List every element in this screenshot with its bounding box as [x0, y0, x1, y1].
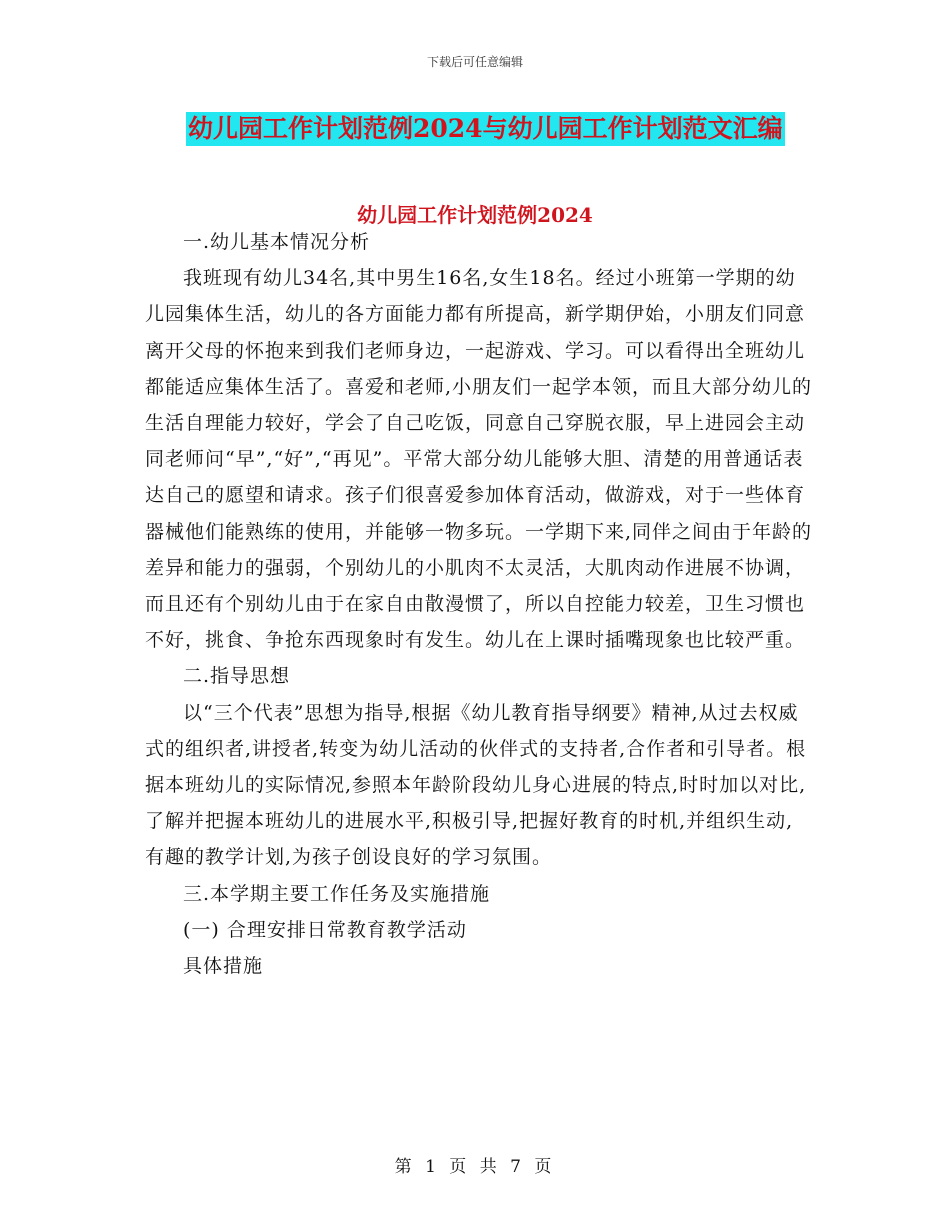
header-note: 下载后可任意编辑 — [426, 55, 523, 69]
subsection-heading-1: (一) 合理安排日常教育教学活动 — [183, 918, 467, 941]
section-heading-2: 二.指导思想 — [183, 665, 291, 688]
subsection-label: 具体措施 — [183, 955, 264, 978]
section-heading-1: 一.幼儿基本情况分析 — [183, 231, 371, 253]
section-title: 幼儿园工作计划范例2024 — [357, 203, 593, 227]
document-title: 幼儿园工作计划范例2024与幼儿园工作计划范文汇编 — [186, 112, 785, 146]
section-heading-3: 三.本学期主要工作任务及实施措施 — [183, 882, 491, 905]
paragraph-1: 我班现有幼儿34名,其中男生16名,女生18名。经过小班第一学期的幼儿园集体生活，幼儿的各方面能力都有所提高，新学期伊始，小朋友们同意离开父母的怀抱来到我们老师身边，一起游戏、学习。可以看得出全班幼儿都能适应集体生活了。喜爱和老师,小朋友们一起学本领，而且大部分幼儿的生活自理能力较好，学会了自己吃饭，同意自己穿脱衣服，早上进园会主动同老师问“早”,“好”,“再见”。平常大部分幼儿能够大胆、清楚的用普通话表达自己的愿望和请求。孩子们很喜爱参加体育活动，做游戏，对于一些体育器械他们能熟练的使用，并能够一物多玩。一学期下来,同伴之间由于年龄的差异和能力的强弱，个别幼儿的小肌肉不太灵活，大肌肉动作进展不协调，而且还有个别幼儿由于在家自由散漫惯了，所以自控能力较差，卫生习惯也不好，挑食、争抢东西现象时有发生。幼儿在上课时插嘴现象也比较严重。 — [145, 267, 813, 652]
paragraph-2: 以“三个代表”思想为指导,根据《幼儿教育指导纲要》精神,从过去权威式的组织者,讲授者,转变为幼儿活动的伙伴式的支持者,合作者和引导者。根据本班幼儿的实际情况,参照本年龄阶段幼儿身心进展的特点,时时加以对比,了解并把握本班幼儿的进展水平,积极引导,把握好教育的时机,并组织生动,有趣的教学计划,为孩子创设良好的学习氛围。 — [145, 701, 807, 869]
document-body — [145, 224, 813, 984]
page-footer: 第 1 页 共 7 页 — [394, 1157, 556, 1177]
